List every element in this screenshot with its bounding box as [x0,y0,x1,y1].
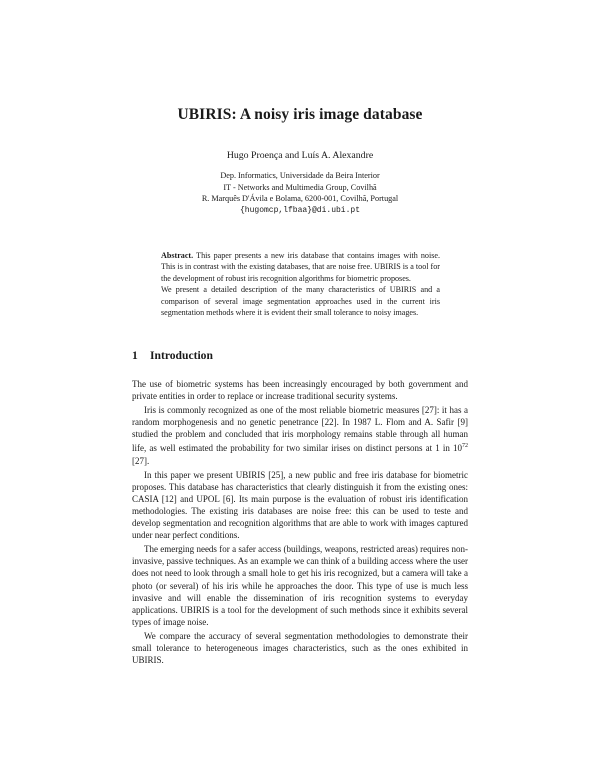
body-paragraph: The emerging needs for a safer access (buildings, weapons, restricted areas) requires non-invasive, passive techniques. As an example we can think of a building access where the user does not need to look through a small hole to get his iris recognized, but a camera will take a photo (or several) of his iris while he approaches the door. This type of use is much less invasive and will enable the dissemination of iris recognition systems to everyday applications. UBIRIS is a tool for the development of such methods since it exhibits several types of image noise. [132,544,468,627]
affiliation-line: IT - Networks and Multimedia Group, Covilhã [223,182,377,192]
affiliation-line: Dep. Informatics, Universidade da Beira Interior [220,171,380,180]
abstract-label: Abstract. [161,251,194,260]
probability-value: $10^{72}$ [453,443,469,454]
affiliation-block [0,170,600,217]
body-paragraph [132,404,468,466]
abstract-paragraph [161,250,440,284]
affiliation-line: R. Marquês D'Ávila e Bolama, 6200-001, Covilhã, Portugal [201,194,399,204]
section-heading [132,349,213,362]
abstract-paragraph: We present a detailed description of the many characteristics of UBIRIS and a comparison of several image segmentation approaches used in the current iris segmentation methods where it is evident their small tolerance to noisy images. [161,285,440,318]
body-paragraph: The use of biometric systems has been increasingly encouraged by both government and private entities in order to replace or increase traditional security systems. [132,379,468,402]
abstract-text: This paper presents a new iris database that contains images with noise. This is in contrast with the existing databases, that are noise free. UBIRIS is a tool for the development of robust iris recognition algorithms for biometric proposes. [161,251,440,283]
body-paragraph-text: Iris is commonly recognized as one of the most reliable biometric measures [27]: it has a random morphogenesis and no genetic penetrance [22]. In 1987 L. Flom and A. Safir [9] studied the problem and concluded that iris morphology remains stable through all human life, as well estimated the probability for two similar irises on distinct persons at 1 in [132,405,468,454]
author-email: {hugomcp,lfbaa}@di.ubi.pt [239,206,361,216]
section-number: 1 [132,349,138,362]
abstract-block [161,250,440,318]
body-paragraph: We compare the accuracy of several segmentation methodologies to demonstrate their small tolerance to heterogeneous images characteristics, such as the ones exhibited in UBIRIS. [132,630,468,666]
body-paragraph: In this paper we present UBIRIS [25], a new public and free iris database for biometric proposes. This database has characteristics that clearly distinguish it from the existing ones: CASIA [12] and UPOL [6]. Its main purpose is the evaluation of robust iris identification methodologies. The existing iris databases are noise free: this can be used to teste and develop segmentation and recognition algorithms that are able to work with images captured under near perfect conditions. [132,469,468,541]
paper-title: UBIRIS: A noisy iris image database [177,106,423,123]
paper-authors: Hugo Proença and Luís A. Alexandre [226,150,374,161]
section-body [132,378,468,668]
section-title: Introduction [150,349,213,362]
citation: [27]. [132,455,150,466]
